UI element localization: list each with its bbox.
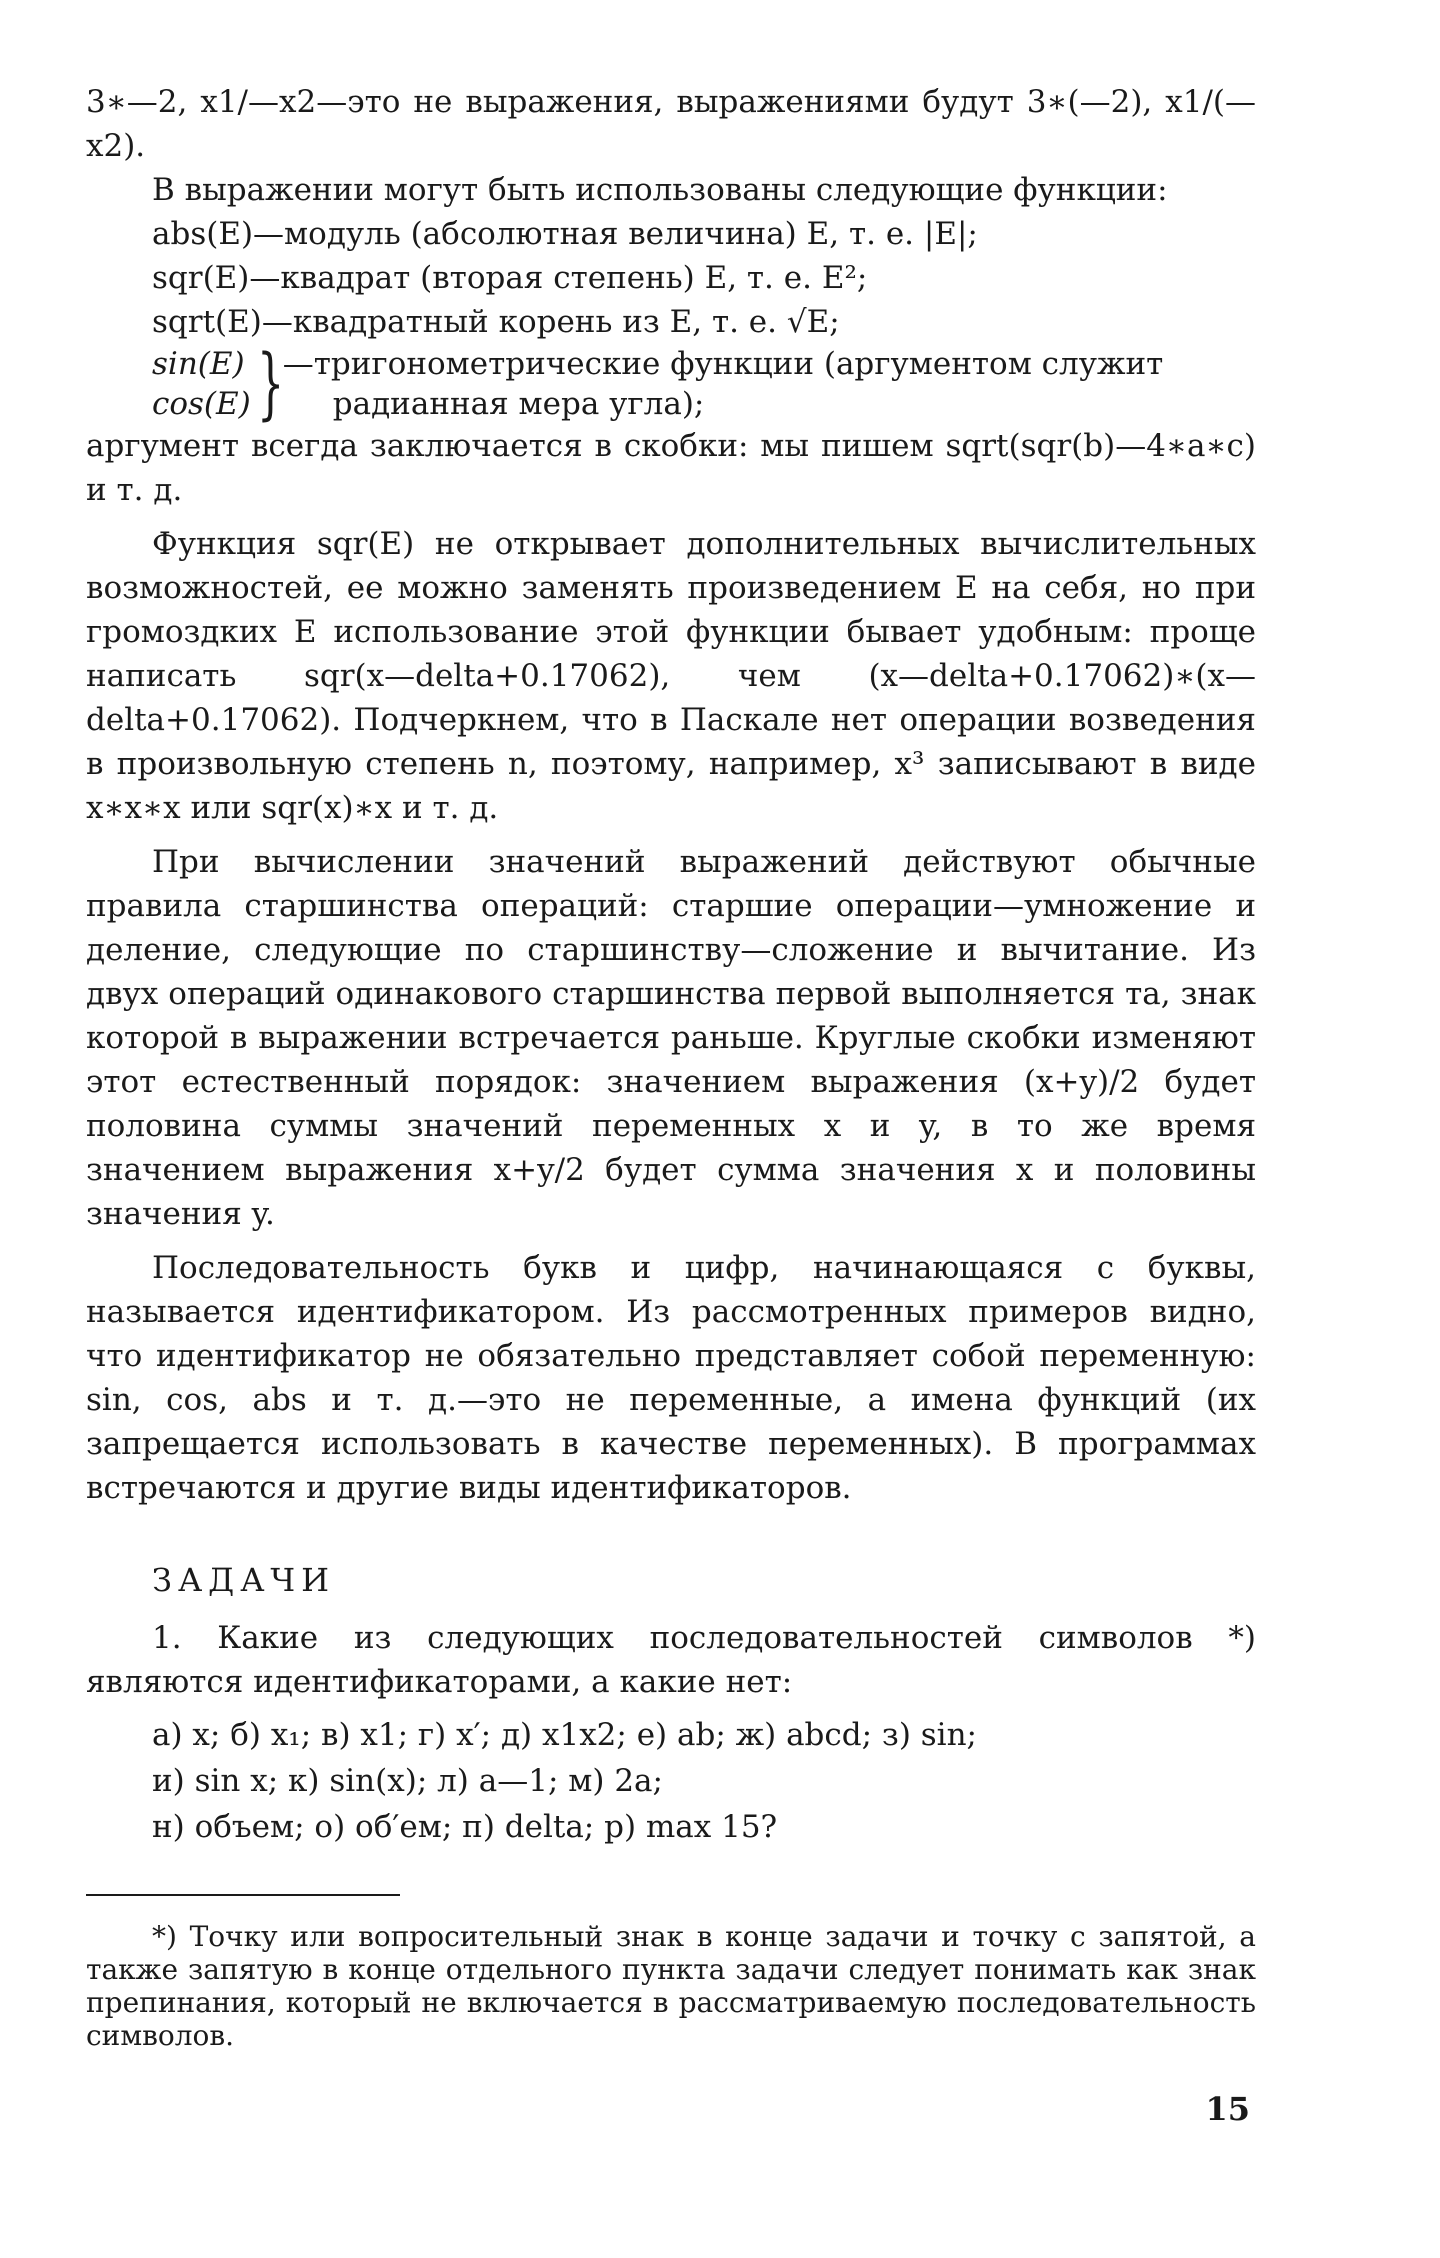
- task-1-text: 1. Какие из следующих последовательностей символов *) являются идентификаторами, а какие нет:: [86, 1620, 1256, 1700]
- functions-intro: В выражении могут быть использованы следующие функции:: [152, 172, 1168, 208]
- function-sin: sin(E): [152, 346, 245, 382]
- paragraph-precedence: При вычислении значений выражений действуют обычные правила старшинства операций: старшие операции—умножение и деление, следующие по старшинству—сложение и вычитание. Из двух операций одинакового старшинства первой выполняется та, знак которой в выражении встречается раньше. Круглые скобки изменяют этот естественный порядок: значением выражения (x+y)/2 будет половина суммы значений переменных x и y, в то же время значением выражения x+y/2 будет сумма значения x и половины значения y.: [86, 844, 1256, 1232]
- argument-note: аргумент всегда заключается в скобки: мы пишем sqrt(sqr(b)—4∗a∗c) и т. д.: [86, 428, 1256, 508]
- task-1-row-2: и) sin x; к) sin(x); л) a—1; м) 2a;: [152, 1763, 663, 1799]
- footnote: [86, 1920, 1256, 2052]
- function-sqr: sqr(E)—квадрат (вторая степень) E, т. е. E²;: [152, 260, 868, 296]
- section-heading: ЗАДАЧИ: [152, 1561, 336, 1599]
- function-cos: cos(E): [152, 386, 251, 422]
- paragraph-sqr: Функция sqr(E) не открывает дополнительных вычислительных возможностей, ее можно заменять произведением E на себя, но при громоздких E использование этой функции бывает удобным: проще написать sqr(x—delta+0.17062), чем (x—delta+0.17062)∗(x—delta+0.17062). Подчеркнем, что в Паскале нет операции возведения в произвольную степень n, поэтому, например, x³ записывают в виде x∗x∗x или sqr(x)∗x и т. д.: [86, 526, 1256, 826]
- trig-description: —тригонометрические функции (аргументом служит: [282, 346, 1164, 382]
- function-sqrt: sqrt(E)—квадратный корень из E, т. е. √E;: [152, 304, 840, 340]
- function-abs: abs(E)—модуль (абсолютная величина) E, т. е. |E|;: [152, 216, 978, 252]
- trig-description-cont: радианная мера угла);: [332, 386, 705, 422]
- footnote-divider: [86, 1894, 400, 1896]
- task-1-row-3: н) объем; о) об′ем; п) delta; р) max 15?: [152, 1809, 778, 1845]
- paragraph-identifier: Последовательность букв и цифр, начинающаяся с буквы, называется идентификатором. Из рассмотренных примеров видно, что идентификатор не обязательно представляет собой переменную: sin, cos, abs и т. д.—это не переменные, а имена функций (их запрещается использовать в качестве переменных). В программах встречаются и другие виды идентификаторов.: [86, 1250, 1256, 1506]
- function-list: [152, 212, 1256, 344]
- task-1-options: [152, 1712, 1256, 1850]
- trig-functions: [152, 339, 1256, 429]
- page-number: 15: [1205, 2090, 1250, 2128]
- right-brace-icon: }: [256, 339, 285, 429]
- task-1-row-1: а) x; б) x₁; в) x1; г) x′; д) x1x2; е) ab; ж) abcd; з) sin;: [152, 1717, 977, 1753]
- line-not-expressions: 3∗—2, x1/—x2—это не выражения, выражениями будут 3∗(—2), x1/(—x2).: [86, 84, 1256, 164]
- footnote-text: *) Точку или вопросительный знак в конце задачи и точку с запятой, а также запятую в конце отдельного пункта задачи следует понимать как знак препинания, который не включается в рассматриваемую последовательность символов.: [86, 1920, 1256, 2052]
- page-body: [86, 80, 1256, 1850]
